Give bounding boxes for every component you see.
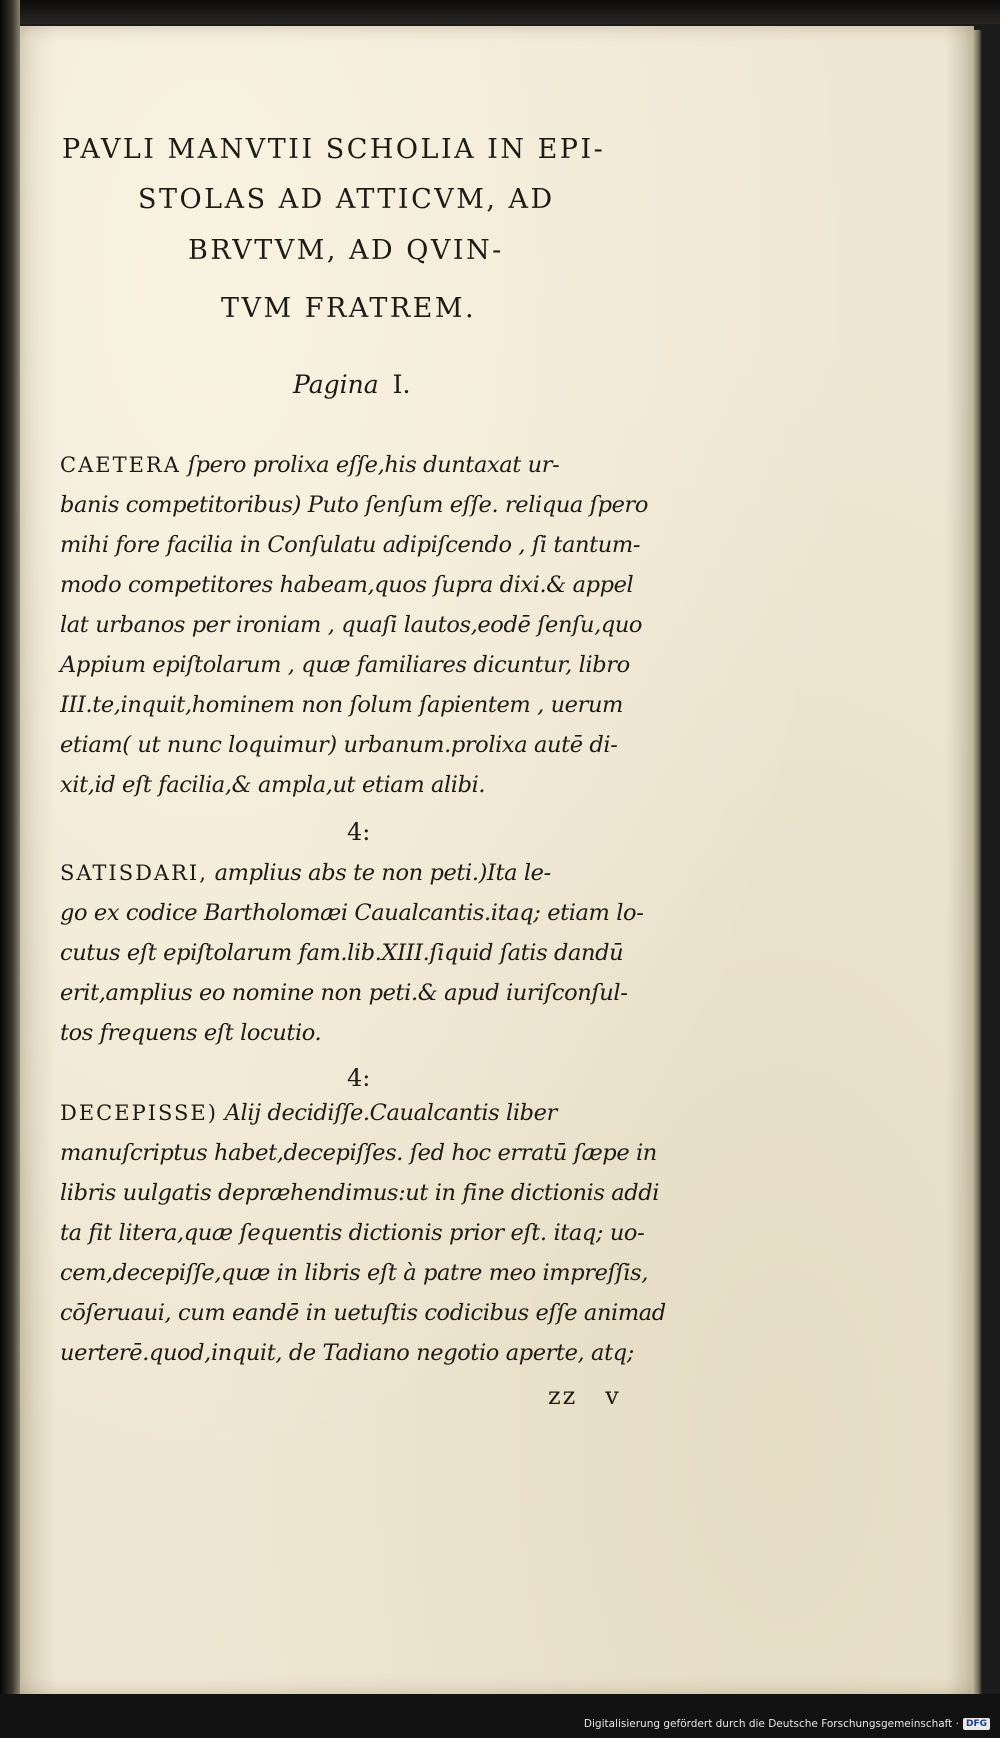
line-text: Alij decidiſſe.Caualcantis liber <box>217 1100 557 1126</box>
page-number: I. <box>392 370 411 399</box>
lemma: SATISDARI, <box>60 861 208 885</box>
text-line: cem,decepiſſe,quæ in libris eſt à patre meo impreſſis, <box>60 1260 649 1286</box>
page-label: Pagina <box>293 370 379 399</box>
page-edge <box>972 30 982 1694</box>
title-line-4: TVM FRATREM. <box>221 293 477 324</box>
text-line: manuſcriptus habet,decepiſſes. ſed hoc erratū ſæpe in <box>60 1140 657 1166</box>
signature-mark <box>548 1382 621 1410</box>
text-line: ta fit litera,quæ ſequentis dictionis prior eſt. itaq; uo- <box>60 1220 645 1246</box>
section-marker: 4: <box>347 818 371 846</box>
title-line-1: PAVLI MANVTII SCHOLIA IN EPI- <box>62 134 606 165</box>
dfg-logo: DFG <box>963 1718 990 1730</box>
funding-credit <box>584 1718 990 1730</box>
line-text: amplius abs te non peti.)Ita le- <box>207 860 551 886</box>
credit-text: Digitalisierung gefördert durch die Deutsche Forschungsgemeinschaft · <box>583 1718 959 1730</box>
page-heading <box>293 370 410 399</box>
text-line: III.te,inquit,hominem non ſolum ſapientem , uerum <box>60 692 623 718</box>
text-line: etiam( ut nunc loquimur) urbanum.prolixa autē di- <box>60 732 618 758</box>
title-line-2: STOLAS AD ATTICVM, AD <box>138 184 555 215</box>
text-line: Appium epiſtolarum , quæ familiares dicuntur, libro <box>60 652 630 678</box>
signature-number: v <box>605 1382 621 1410</box>
signature-letters: zz <box>548 1382 578 1410</box>
text-line: mihi fore facilia in Conſulatu adipiſcendo , ſi tantum- <box>60 532 641 558</box>
text-line <box>60 452 696 478</box>
lemma: DECEPISSE) <box>60 1101 218 1125</box>
text-line: tos frequens eſt locutio. <box>60 1020 322 1046</box>
text-line: cōſeruaui, cum eandē in uetuſtis codicibus eſſe animad <box>60 1300 666 1326</box>
lemma: CAETERA <box>60 453 181 477</box>
section-marker: 4: <box>347 1064 371 1092</box>
text-line: lat urbanos per ironiam , quaſi lautos,eodē ſenſu,quo <box>60 612 643 638</box>
text-line: modo competitores habeam,quos ſupra dixi.& appel <box>60 572 634 598</box>
text-line: uerterē.quod,inquit, de Tadiano negotio aperte, atq; <box>60 1340 634 1366</box>
text-line: go ex codice Bartholomæi Caualcantis.itaq; etiam lo- <box>60 900 644 926</box>
scan-footer-bar <box>0 1694 1000 1738</box>
text-line: libris uulgatis depræhendimus:ut in fine dictionis addi <box>60 1180 660 1206</box>
text-line: erit,amplius eo nomine non peti.& apud iuriſconſul- <box>60 980 628 1006</box>
text-line: cutus eſt epiſtolarum fam.lib.XIII.ſiquid ſatis dandū <box>60 940 624 966</box>
line-text: ſpero prolixa eſſe,his duntaxat ur- <box>180 452 560 478</box>
text-line: banis competitoribus) Puto ſenſum eſſe. reliqua ſpero <box>60 492 649 518</box>
text-line <box>60 860 696 886</box>
scan-top-border <box>0 0 1000 24</box>
title-line-3: BRVTVM, AD QVIN- <box>188 235 504 266</box>
text-line <box>60 1100 696 1126</box>
scan-left-border <box>0 0 20 1738</box>
text-line: xit,id eſt facilia,& ampla,ut etiam alibi. <box>60 772 486 798</box>
